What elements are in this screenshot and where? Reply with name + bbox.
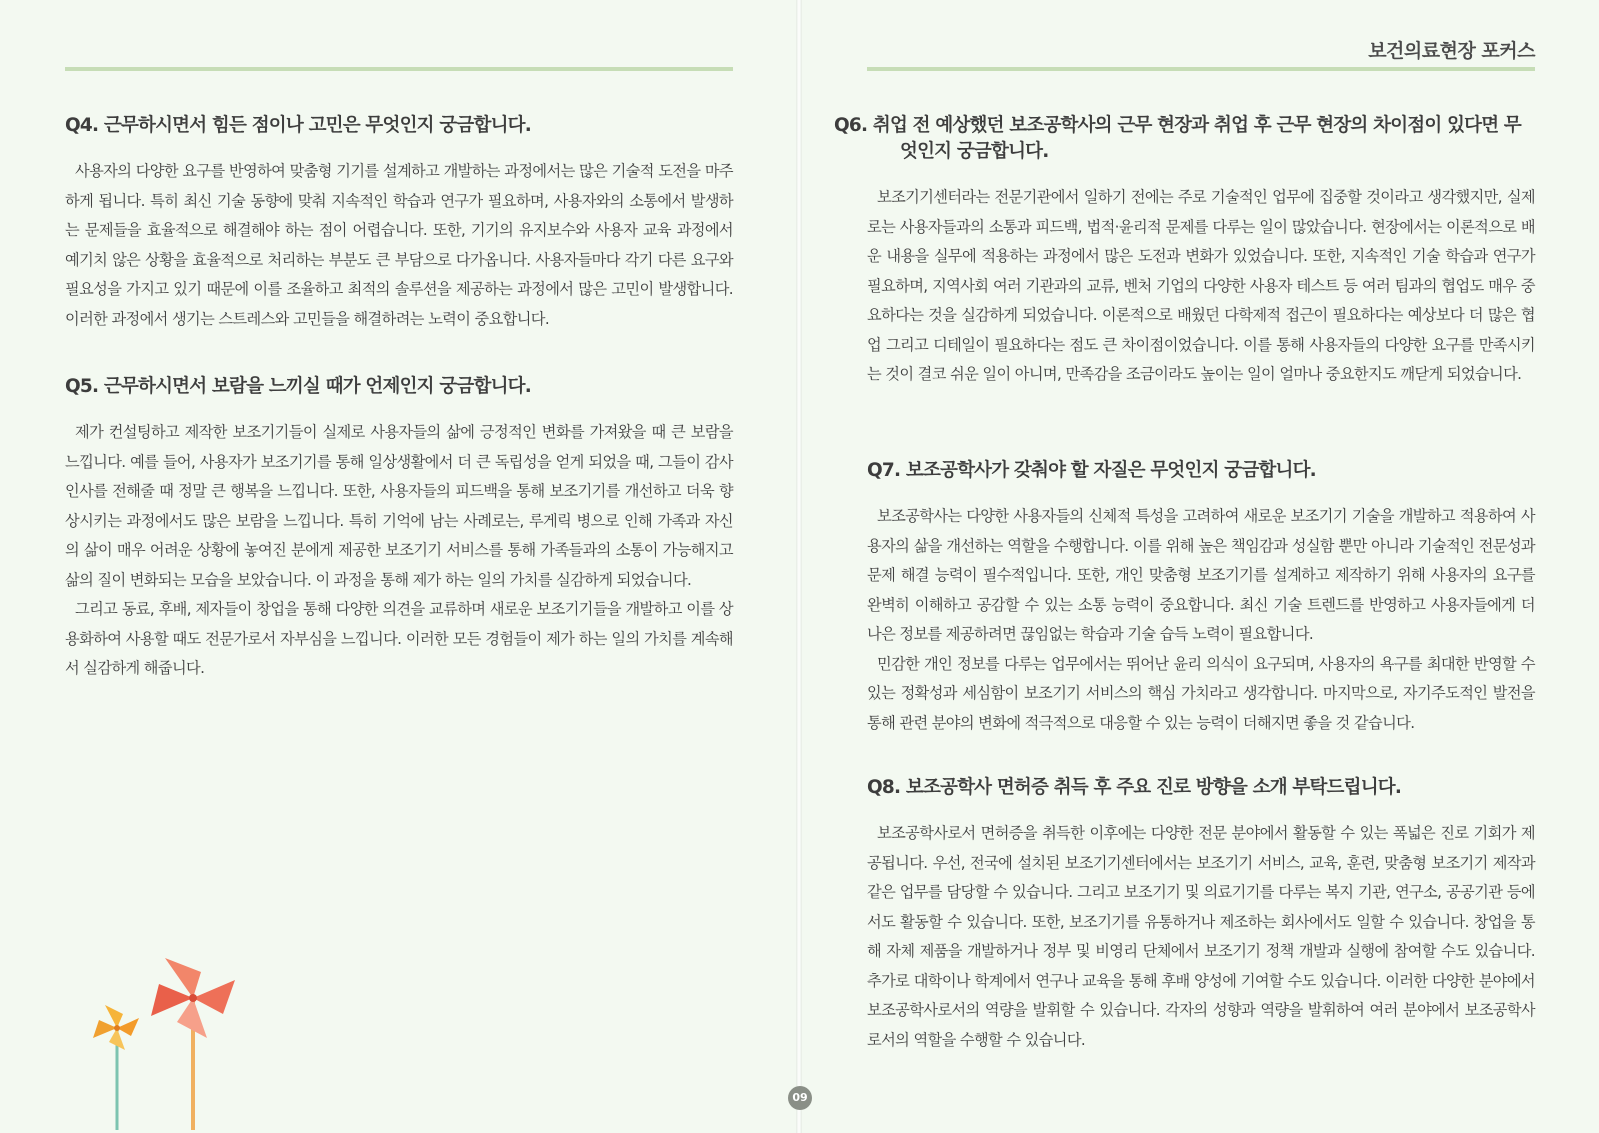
question-heading: Q7. 보조공학사가 갖춰야 할 자질은 무엇인지 궁금합니다.: [867, 460, 1316, 481]
answer-paragraph: 보조기기센터라는 전문기관에서 일하기 전에는 주로 기술적인 업무에 집중할 것이라고 생각했지만, 실제로는 사용자들과의 소통과 피드백, 법적·윤리적 문제를 다루는 일이 많았습니다. 현장에서는 이론적으로 배운 내용을 실무에 적용하는 과정에서 많은 도전과 변화가 있었습니다. 또한, 지속적인 기술 학습과 연구가 필요하며, 지역사회 여러 기관과의 교류, 벤처 기업의 다양한 사용자 테스트 등 여러 팀과의 협업도 매우 중요하다는 것을 실감하게 되었습니다. 이론적으로 배웠던 다학제적 접근이 필요하다는 예상보다 더 많은 협업 그리고 디테일이 필요하다는 점도 큰 차이점이었습니다. 이를 통해 사용자들의 다양한 요구를 만족시키는 것이 결코 쉬운 일이 아니며, 만족감을 조금이라도 높이는 일이 얼마나 중요한지도 깨닫게 되었습니다.: [867, 188, 1535, 383]
answer-paragraph: 민감한 개인 정보를 다루는 업무에서는 뛰어난 윤리 의식이 요구되며, 사용자의 욕구를 최대한 반영할 수 있는 정확성과 세심함이 보조기기 서비스의 핵심 가치라고 생각합니다. 마지막으로, 자기주도적인 발전을 통해 관련 분야의 변화에 적극적으로 대응할 수 있는 능력이 더해지면 좋을 것 같습니다.: [867, 654, 1535, 732]
qa-block-q8: [867, 775, 1535, 1055]
pinwheel-orange-icon: [93, 1005, 139, 1130]
section-title: 보건의료현장 포커스: [1368, 40, 1535, 62]
pinwheel-coral-icon: [151, 958, 235, 1130]
answer-paragraph: 그리고 동료, 후배, 제자들이 창업을 통해 다양한 의견을 교류하며 새로운 보조기기들을 개발하고 이를 상용화하여 사용할 때도 전문가로서 자부심을 느낍니다. 이러한 모든 경험들이 제가 하는 일의 가치를 계속해서 실감하게 해줍니다.: [65, 600, 733, 677]
question-text: 취업 전 예상했던 보조공학사의 근무 현장과 취업 후 근무 현장의 차이점이 있다면 무엇인지 궁금합니다.: [872, 115, 1521, 162]
qa-block-q5: [65, 374, 733, 684]
left-header-rule: [65, 67, 733, 71]
question-heading: Q5. 근무하시면서 보람을 느끼실 때가 언제인지 궁금합니다.: [65, 376, 531, 397]
qa-block-q6: [834, 113, 1535, 390]
right-header-rule: [867, 67, 1535, 71]
answer-paragraph: 사용자의 다양한 요구를 반영하여 맞춤형 기기를 설계하고 개발하는 과정에서는 많은 기술적 도전을 마주하게 됩니다. 특히 최신 기술 동향에 맞춰 지속적인 학습과 연구가 필요하며, 사용자와의 소통에서 발생하는 문제들을 효율적으로 해결해야 하는 점이 어렵습니다. 또한, 기기의 유지보수와 사용자 교육 과정에서 예기치 않은 상황을 효율적으로 처리하는 부분도 큰 부담으로 다가옵니다. 사용자들마다 각기 다른 요구와 필요성을 가지고 있기 때문에 이를 조율하고 최적의 솔루션을 제공하는 과정에서 많은 고민이 발생합니다. 이러한 과정에서 생기는 스트레스와 고민들을 해결하려는 노력이 중요합니다.: [65, 162, 733, 328]
question-heading: [834, 113, 1535, 165]
question-heading: Q8. 보조공학사 면허증 취득 후 주요 진로 방향을 소개 부탁드립니다.: [867, 777, 1402, 798]
qa-block-q7: [867, 458, 1535, 738]
answer-paragraph: 보조공학사로서 면허증을 취득한 이후에는 다양한 전문 분야에서 활동할 수 있는 폭넓은 진로 기회가 제공됩니다. 우선, 전국에 설치된 보조기기센터에서는 보조기기 서비스, 교육, 훈련, 맞춤형 보조기기 제작과 같은 업무를 담당할 수 있습니다. 그리고 보조기기 및 의료기기를 다루는 복지 기관, 연구소, 공공기관 등에서도 활동할 수 있습니다. 또한, 보조기기를 유통하거나 제조하는 회사에서도 일할 수 있습니다. 창업을 통해 자체 제품을 개발하거나 정부 및 비영리 단체에서 보조기기 정책 개발과 실행에 참여할 수도 있습니다. 추가로 대학이나 학계에서 연구나 교육을 통해 후배 양성에 기여할 수도 있습니다. 이러한 다양한 분야에서 보조공학사로서의 역량을 발휘할 수 있습니다. 각자의 성향과 역량을 발휘하여 여러 분야에서 보조공학사로서의 역할을 수행할 수 있습니다.: [867, 824, 1535, 1049]
answer-paragraph: 제가 컨설팅하고 제작한 보조기기들이 실제로 사용자들의 삶에 긍정적인 변화를 가져왔을 때 큰 보람을 느낍니다. 예를 들어, 사용자가 보조기기를 통해 일상생활에서 더 큰 독립성을 얻게 되었을 때, 그들이 감사 인사를 전해줄 때 정말 큰 행복을 느낍니다. 또한, 사용자들의 피드백을 통해 보조기기를 개선하고 더욱 향상시키는 과정에서도 많은 보람을 느낍니다. 특히 기억에 남는 사례로는, 루게릭 병으로 인해 가족과 자신의 삶이 매우 어려운 상황에 놓여진 분에게 제공한 보조기기 서비스를 통해 가족들과의 소통이 가능해지고 삶의 질이 변화되는 모습을 보았습니다. 이 과정을 통해 제가 하는 일의 가치를 실감하게 되었습니다.: [65, 423, 733, 589]
page-number-badge: 09: [788, 1086, 812, 1110]
qa-block-q4: [65, 113, 733, 334]
question-heading: Q4. 근무하시면서 힘든 점이나 고민은 무엇인지 궁금합니다.: [65, 115, 531, 136]
answer-paragraph: 보조공학사는 다양한 사용자들의 신체적 특성을 고려하여 새로운 보조기기 기술을 개발하고 적용하여 사용자의 삶을 개선하는 역할을 수행합니다. 이를 위해 높은 책임감과 성실함 뿐만 아니라 기술적인 전문성과 문제 해결 능력이 필수적입니다. 또한, 개인 맞춤형 보조기기를 설계하고 제작하기 위해 사용자의 요구를 완벽히 이해하고 공감할 수 있는 소통 능력이 중요합니다. 최신 기술 트렌드를 반영하고 사용자들에게 더 나은 정보를 제공하려면 끊임없는 학습과 기술 습득 노력이 필요합니다.: [867, 507, 1535, 643]
page-gutter: [796, 0, 802, 1133]
pinwheel-illustration: [75, 950, 275, 1130]
